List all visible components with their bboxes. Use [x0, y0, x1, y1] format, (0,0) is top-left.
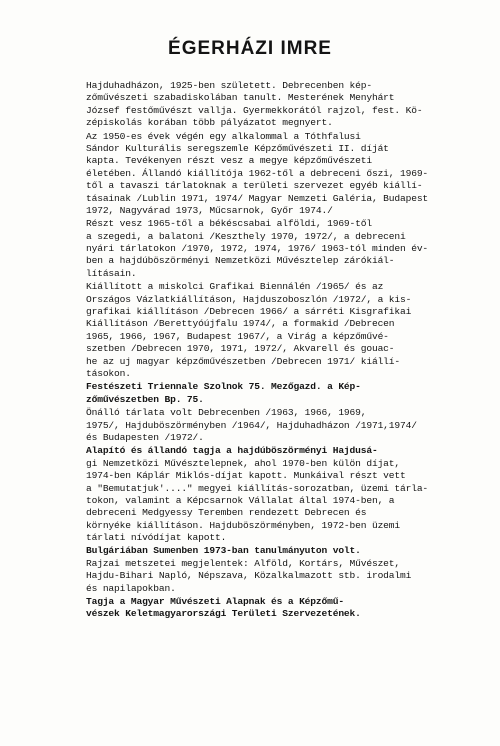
biography-text [86, 80, 458, 622]
text-line: Sándor Kulturális seregszemle Képzőművészeti II. díját [86, 142, 389, 154]
paragraph [86, 80, 458, 130]
paragraph [86, 445, 458, 544]
text-line: a "Bemutatjuk'...." megyei kiállítás-sorozatban, üzemi tárla- [86, 482, 429, 494]
text-line: 1974-ben Káplár Miklós-díjat kapott. Munkáival részt vett [86, 470, 406, 482]
text-line: és Budapesten /1972/. [86, 431, 204, 443]
text-line: lításain. [86, 267, 137, 279]
paragraph [86, 381, 458, 406]
paragraph [86, 281, 458, 380]
text-line: tárlati nívódíjat kapott. [86, 532, 227, 544]
text-line: József festőművészt vallja. Gyermekkorától rajzol, fest. Kö- [86, 104, 423, 116]
paragraph [86, 131, 458, 218]
text-line: Tagja a Magyar Művészeti Alapnak és a Képzőmű- [86, 596, 344, 608]
text-line: Hajduhadházon, 1925-ben született. Debrecenben kép- [86, 80, 372, 91]
text-line: Az 1950-es évek végén egy alkalommal a Tóthfalusi [86, 130, 361, 142]
text-line: Bulgáriában Sumenben 1973-ban tanulmányuton volt. [86, 545, 361, 557]
paragraph [86, 596, 458, 621]
text-line: Önálló tárlata volt Debrecenben /1963, 1966, 1969, [86, 407, 367, 419]
text-line: tokon, valamint a Képcsarnok Vállalat által 1974-ben, a [86, 494, 395, 506]
text-line: a szegedi, a balatoni /Keszthely 1970, 1972/, a debreceni [86, 230, 406, 242]
text-line: tásokon. [86, 367, 131, 379]
text-line: tásainak /Lublin 1971, 1974/ Magyar Nemzeti Galéria, Budapest [86, 192, 429, 204]
text-line: Kiállított a miskolci Grafikai Biennálén /1965/ és az [86, 281, 384, 293]
text-line: Kiállításon /Berettyóújfalu 1974/, a formakid /Debrecen [86, 318, 395, 330]
text-line: kapta. Tevékenyen részt vesz a megye képzőművészeti [86, 155, 372, 167]
text-line: és napilapokban. [86, 582, 176, 594]
page-title: ÉGERHÁZI IMRE [168, 38, 332, 59]
paragraph [86, 407, 458, 444]
text-line: zőművészeti szabadiskolában tanult. Mesterének Menyhárt [86, 92, 395, 104]
text-line: Hajdu-Bihari Napló, Népszava, Közalkalmazott stb. irodalmi [86, 570, 412, 582]
text-line: 1975/, Hajduböszörményben /1964/, Hajduhadházon /1971,1974/ [86, 419, 417, 431]
text-line: től a tavaszi tárlatoknak a területi szervezet egyéb kiállí- [86, 180, 423, 192]
text-line: Részt vesz 1965-től a békéscsabai alföldi, 1969-től [86, 218, 372, 230]
paragraph [86, 545, 458, 595]
text-line: szetben /Debrecen 1970, 1971, 1972/, Akvarell és gouac- [86, 343, 395, 355]
text-line: környéke kiállításon. Hajduböszörményben, 1972-ben üzemi [86, 519, 401, 531]
text-line: zépiskolás korában több pályázatot megnyert. [86, 117, 333, 129]
text-line: zőművészetben Bp. 75. [86, 393, 204, 405]
text-line: nyári tárlatokon /1970, 1972, 1974, 1976/ 1963-tól minden év- [86, 243, 429, 255]
text-line: Alapító és állandó tagja a hajdúböszörményi Hajdusá- [86, 445, 378, 457]
text-line: 1965, 1966, 1967, Budapest 1967/, a Virág a képzőművé- [86, 330, 389, 342]
text-line: Festészeti Triennale Szolnok 75. Mezőgazd. a Kép- [86, 381, 361, 393]
text-line: gi Nemzetközi Művésztelepnek, ahol 1970-ben külön díjat, [86, 457, 401, 469]
text-line: Rajzai metszetei megjelentek: Alföld, Kortárs, Művészet, [86, 557, 401, 569]
text-line: életében. Állandó kiállítója 1962-től a debreceni őszi, 1969- [86, 167, 429, 179]
text-line: 1972, Nagyvárad 1973, Műcsarnok, Győr 1974./ [86, 204, 333, 216]
text-line: ben a hajdúböszörményi Nemzetközi Művésztelep zárókiál- [86, 255, 395, 267]
text-line: grafikai kiállításon /Debrecen 1966/ a sárréti Kisgrafikai [86, 306, 412, 318]
text-line: debreceni Medgyessy Teremben rendezett Debrecen és [86, 507, 367, 519]
paragraph [86, 218, 458, 280]
text-line: vészek Keletmagyarországi Területi Szervezetének. [86, 608, 361, 620]
text-line: he az uj magyar képzőművészetben /Debrecen 1971/ kiállí- [86, 355, 401, 367]
text-line: Országos Vázlatkiállításon, Hajduszoboszlón /1972/, a kis- [86, 293, 412, 305]
